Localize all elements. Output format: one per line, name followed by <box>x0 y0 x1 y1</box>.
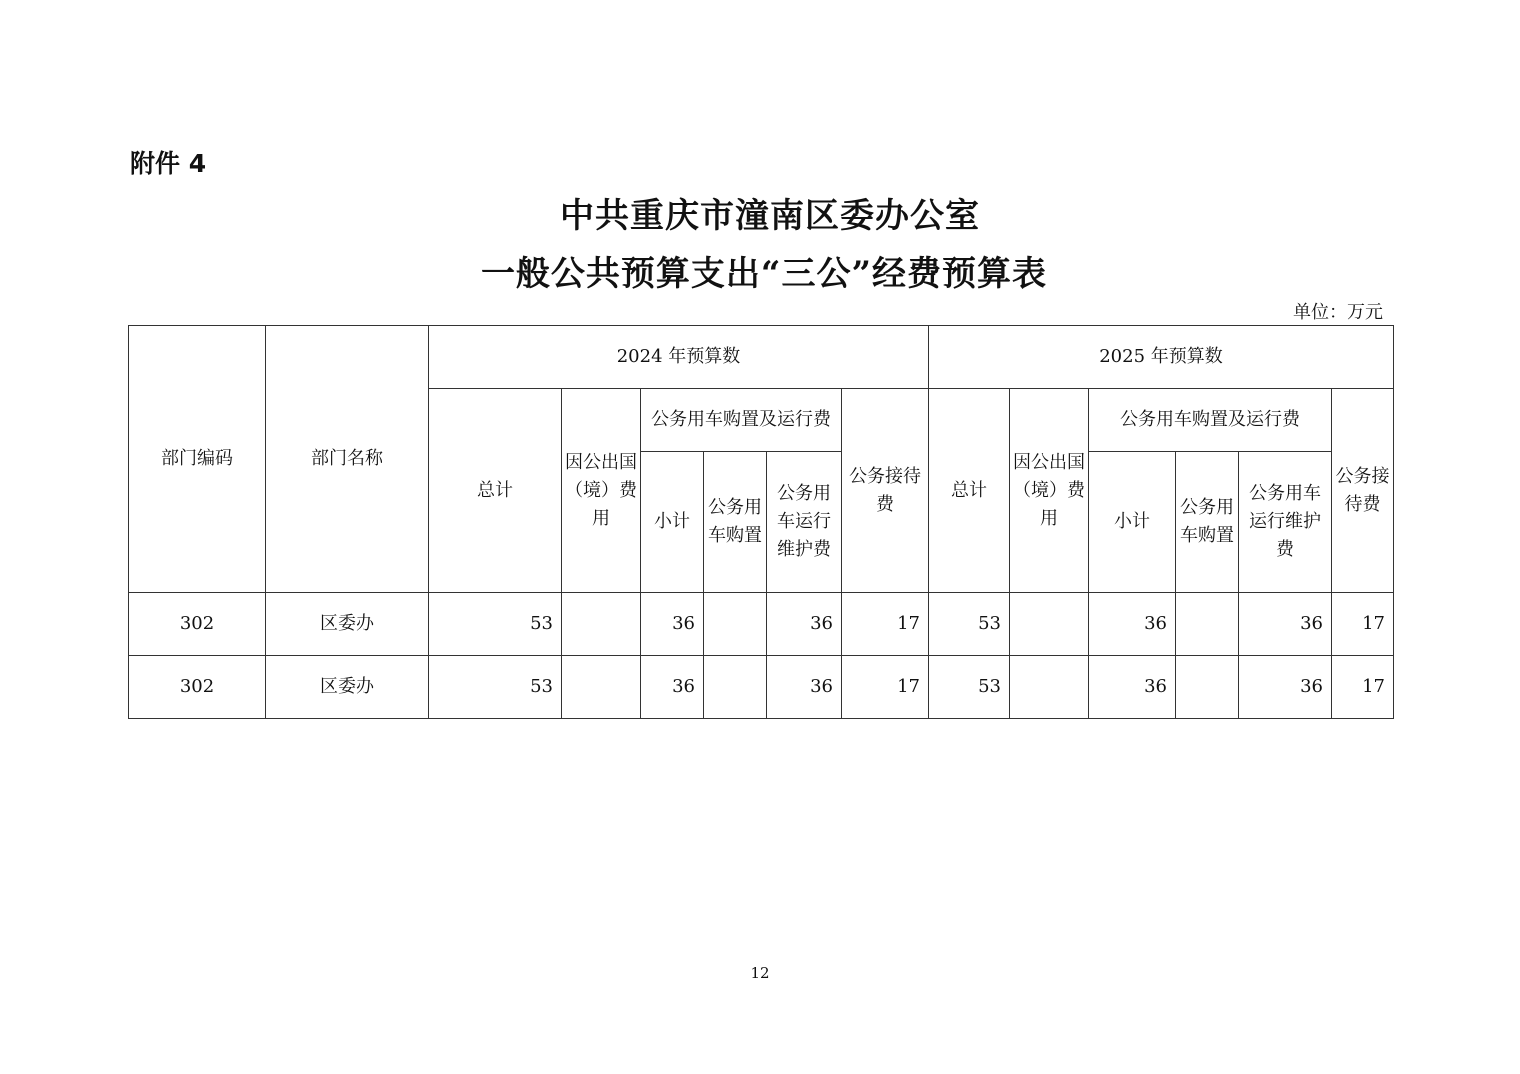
cell-2024-operation: 36 <box>767 656 842 719</box>
header-2024-abroad: 因公出国（境）费用 <box>562 389 641 593</box>
header-year-2025: 2025 年预算数 <box>929 326 1394 389</box>
header-2024-purchase: 公务用车购置 <box>704 452 767 593</box>
page-title: 中共重庆市潼南区委办公室 <box>560 196 980 236</box>
header-2025-abroad: 因公出国（境）费用 <box>1010 389 1089 593</box>
header-2025-vehicle-group: 公务用车购置及运行费 <box>1089 389 1332 452</box>
header-row-years <box>129 326 1394 389</box>
header-2024-total: 总计 <box>429 389 562 593</box>
header-2025-purchase: 公务用车购置 <box>1176 452 1239 593</box>
cell-2025-total: 53 <box>929 593 1010 656</box>
page-number: 12 <box>750 964 770 982</box>
cell-2024-operation: 36 <box>767 593 842 656</box>
cell-2025-reception: 17 <box>1332 593 1394 656</box>
cell-2025-operation: 36 <box>1239 593 1332 656</box>
cell-name: 区委办 <box>266 656 429 719</box>
cell-2025-abroad <box>1010 593 1089 656</box>
header-2024-reception: 公务接待费 <box>842 389 929 593</box>
cell-code: 302 <box>129 593 266 656</box>
unit-label: 单位：万元 <box>1293 302 1383 323</box>
cell-2025-purchase <box>1176 656 1239 719</box>
cell-2024-reception: 17 <box>842 656 929 719</box>
page-subtitle: 一般公共预算支出“三公”经费预算表 <box>480 254 1048 294</box>
cell-2025-operation: 36 <box>1239 656 1332 719</box>
header-2025-operation: 公务用车运行维护费 <box>1239 452 1332 593</box>
table-row <box>129 593 1394 656</box>
header-2024-subtotal: 小计 <box>641 452 704 593</box>
cell-2024-subtotal: 36 <box>641 656 704 719</box>
cell-2025-subtotal: 36 <box>1089 656 1176 719</box>
cell-2025-reception: 17 <box>1332 656 1394 719</box>
header-2024-operation: 公务用车运行维护费 <box>767 452 842 593</box>
cell-2025-abroad <box>1010 656 1089 719</box>
cell-2024-subtotal: 36 <box>641 593 704 656</box>
cell-code: 302 <box>129 656 266 719</box>
cell-2025-subtotal: 36 <box>1089 593 1176 656</box>
header-2025-total: 总计 <box>929 389 1010 593</box>
header-2024-vehicle-group: 公务用车购置及运行费 <box>641 389 842 452</box>
cell-name: 区委办 <box>266 593 429 656</box>
header-dept-code: 部门编码 <box>129 326 266 593</box>
budget-table <box>128 325 1394 719</box>
header-year-2024: 2024 年预算数 <box>429 326 929 389</box>
cell-2024-total: 53 <box>429 593 562 656</box>
cell-2024-total: 53 <box>429 656 562 719</box>
cell-2024-reception: 17 <box>842 593 929 656</box>
cell-2025-purchase <box>1176 593 1239 656</box>
header-2025-reception: 公务接待费 <box>1332 389 1394 593</box>
table-row <box>129 656 1394 719</box>
cell-2024-purchase <box>704 593 767 656</box>
cell-2024-abroad <box>562 656 641 719</box>
cell-2024-purchase <box>704 656 767 719</box>
cell-2024-abroad <box>562 593 641 656</box>
header-2025-subtotal: 小计 <box>1089 452 1176 593</box>
header-dept-name: 部门名称 <box>266 326 429 593</box>
cell-2025-total: 53 <box>929 656 1010 719</box>
attachment-label: 附件 4 <box>130 149 207 178</box>
